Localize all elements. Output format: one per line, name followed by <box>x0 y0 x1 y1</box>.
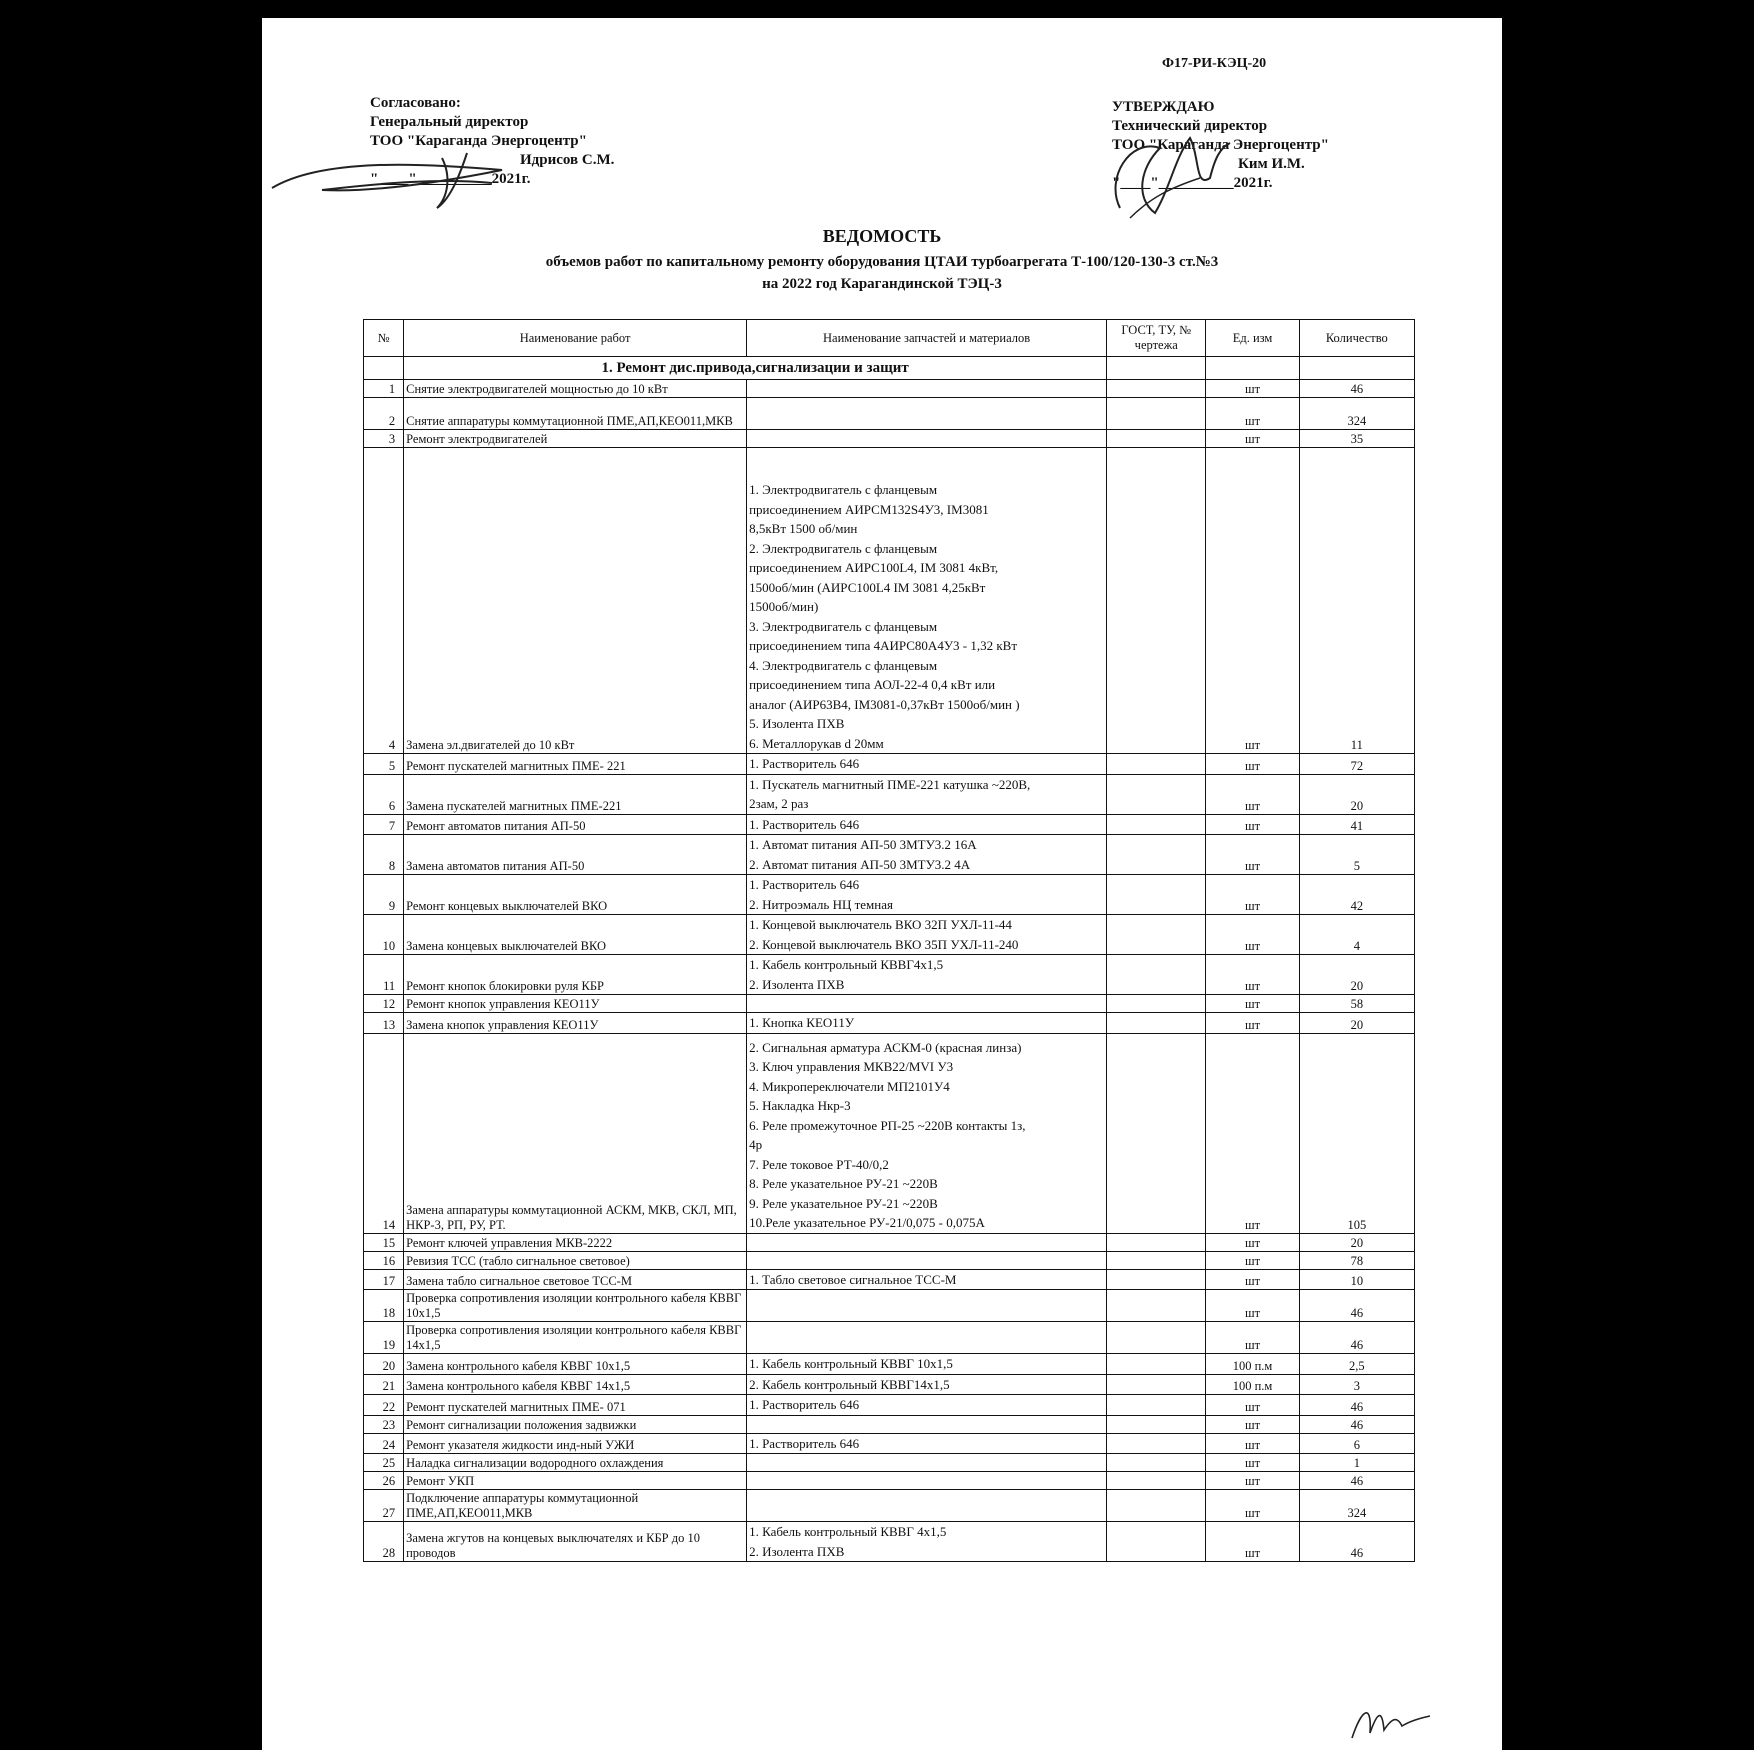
row-gost <box>1107 448 1206 754</box>
initials-signature <box>1342 1698 1432 1748</box>
material-line: 1. Концевой выключатель ВКО 32П УХЛ-11-44 <box>749 917 1012 932</box>
row-number: 2 <box>364 398 404 430</box>
row-materials <box>747 1472 1107 1490</box>
row-unit: шт <box>1206 1490 1299 1522</box>
row-unit: шт <box>1206 835 1299 875</box>
row-number: 24 <box>364 1433 404 1454</box>
row-unit: шт <box>1206 814 1299 835</box>
row-work-name: Ремонт сигнализации положения задвижки <box>404 1415 747 1433</box>
row-materials <box>747 1490 1107 1522</box>
row-number: 12 <box>364 995 404 1013</box>
row-work-name: Наладка сигнализации водородного охлаждения <box>404 1454 747 1472</box>
row-unit: шт <box>1206 1013 1299 1034</box>
material-line: 3. Ключ управления МКВ22/MVI У3 <box>749 1059 954 1074</box>
row-work-name: Ремонт кнопок блокировки руля КБР <box>404 955 747 995</box>
row-unit: шт <box>1206 1522 1299 1562</box>
row-gost <box>1107 915 1206 955</box>
row-quantity: 78 <box>1299 1251 1414 1269</box>
row-materials <box>747 995 1107 1013</box>
material-line: 2. Электродвигатель с фланцевым <box>749 540 938 556</box>
table-row <box>364 1013 1415 1034</box>
row-quantity: 58 <box>1299 995 1414 1013</box>
row-materials <box>747 915 1107 955</box>
table-row <box>364 1033 1415 1233</box>
row-unit: шт <box>1206 430 1299 448</box>
row-unit: 100 п.м <box>1206 1354 1299 1375</box>
row-quantity: 10 <box>1299 1269 1414 1290</box>
material-line: 10.Реле указательное РУ-21/0,075 - 0,075А <box>749 1215 985 1230</box>
material-line: 6. Реле промежуточное РП-25 ~220В контакты 1з, <box>749 1117 1026 1133</box>
table-row <box>364 754 1415 775</box>
material-line: 1. Кабель контрольный КВВГ 10х1,5 <box>749 1356 953 1371</box>
row-number: 25 <box>364 1454 404 1472</box>
table-row <box>364 448 1415 754</box>
row-quantity: 35 <box>1299 430 1414 448</box>
row-quantity: 324 <box>1299 1490 1414 1522</box>
table-row <box>364 1472 1415 1490</box>
approval-left-signatory: Идрисов С.М. <box>520 152 615 168</box>
row-quantity: 1 <box>1299 1454 1414 1472</box>
table-row <box>364 1374 1415 1395</box>
row-quantity: 2,5 <box>1299 1354 1414 1375</box>
row-materials <box>747 875 1107 915</box>
row-unit: шт <box>1206 380 1299 398</box>
row-gost <box>1107 398 1206 430</box>
row-quantity: 20 <box>1299 955 1414 995</box>
row-work-name: Ремонт электродвигателей <box>404 430 747 448</box>
material-line: 1. Кабель контрольный КВВГ4х1,5 <box>749 957 944 972</box>
row-materials <box>747 448 1107 754</box>
row-materials <box>747 814 1107 835</box>
row-quantity: 11 <box>1299 448 1414 754</box>
row-quantity: 20 <box>1299 774 1414 814</box>
row-number: 14 <box>364 1033 404 1233</box>
row-quantity: 20 <box>1299 1233 1414 1251</box>
row-gost <box>1107 1395 1206 1416</box>
material-line: 1500об/мин (АИРС100L4 IM 3081 4,25кВт <box>749 579 986 595</box>
row-materials <box>747 1354 1107 1375</box>
row-materials <box>747 754 1107 775</box>
row-quantity: 4 <box>1299 915 1414 955</box>
row-quantity: 46 <box>1299 1472 1414 1490</box>
table-row <box>364 1354 1415 1375</box>
works-table <box>363 319 1415 1562</box>
row-work-name: Снятие электродвигателей мощностью до 10 кВт <box>404 380 747 398</box>
row-gost <box>1107 1233 1206 1251</box>
row-work-name: Замена кнопок управления КЕО11У <box>404 1013 747 1034</box>
row-gost <box>1107 875 1206 915</box>
table-row <box>364 1322 1415 1354</box>
row-work-name: Ремонт пускателей магнитных ПМЕ- 071 <box>404 1395 747 1416</box>
approval-right-date: "____"__________2021г. <box>1112 175 1273 191</box>
table-row <box>364 398 1415 430</box>
material-line: 1. Кнопка КЕО11У <box>749 1015 855 1030</box>
row-number: 17 <box>364 1269 404 1290</box>
row-materials <box>747 1454 1107 1472</box>
row-work-name: Проверка сопротивления изоляции контрольного кабеля КВВГ 10х1,5 <box>404 1290 747 1322</box>
row-number: 10 <box>364 915 404 955</box>
row-gost <box>1107 1290 1206 1322</box>
row-number: 26 <box>364 1472 404 1490</box>
document-subtitle-year: на 2022 год Карагандинской ТЭЦ-3 <box>762 276 1002 292</box>
material-line: 5. Накладка Нкр-3 <box>749 1098 851 1113</box>
row-work-name: Ремонт указателя жидкости инд-ный УЖИ <box>404 1433 747 1454</box>
row-gost <box>1107 1251 1206 1269</box>
row-quantity: 46 <box>1299 1322 1414 1354</box>
table-row <box>364 1454 1415 1472</box>
row-gost <box>1107 380 1206 398</box>
row-gost <box>1107 1454 1206 1472</box>
material-line: присоединением типа АОЛ-22-4 0,4 кВт или <box>749 677 996 692</box>
material-line: 6. Металлорукав d 20мм <box>749 735 884 751</box>
row-unit: шт <box>1206 448 1299 754</box>
material-line: 1. Кабель контрольный КВВГ 4х1,5 <box>749 1524 947 1539</box>
row-work-name: Проверка сопротивления изоляции контрольного кабеля КВВГ 14х1,5 <box>404 1322 747 1354</box>
row-materials <box>747 1233 1107 1251</box>
row-unit: шт <box>1206 915 1299 955</box>
row-materials <box>747 835 1107 875</box>
row-materials <box>747 430 1107 448</box>
table-row <box>364 430 1415 448</box>
material-line: присоединением АИРСМ132S4У3, IM3081 <box>749 501 989 517</box>
header-number: № <box>364 320 404 357</box>
table-row <box>364 875 1415 915</box>
row-unit: шт <box>1206 875 1299 915</box>
approval-left-line: Генеральный директор <box>370 114 529 130</box>
row-materials <box>747 1395 1107 1416</box>
row-number: 9 <box>364 875 404 915</box>
row-work-name: Замена автоматов питания АП-50 <box>404 835 747 875</box>
row-gost <box>1107 1322 1206 1354</box>
row-unit: шт <box>1206 1269 1299 1290</box>
row-unit: шт <box>1206 1395 1299 1416</box>
row-gost <box>1107 1415 1206 1433</box>
header-work: Наименование работ <box>404 320 747 357</box>
row-number: 7 <box>364 814 404 835</box>
row-work-name: Ремонт ключей управления МКВ-2222 <box>404 1233 747 1251</box>
row-number: 18 <box>364 1290 404 1322</box>
row-work-name: Ремонт кнопок управления КЕО11У <box>404 995 747 1013</box>
row-work-name: Замена контрольного кабеля КВВГ 10х1,5 <box>404 1354 747 1375</box>
material-line: 1. Растворитель 646 <box>749 877 860 892</box>
row-number: 3 <box>364 430 404 448</box>
material-line: 1. Растворитель 646 <box>749 1397 860 1412</box>
row-quantity: 46 <box>1299 1415 1414 1433</box>
row-gost <box>1107 1472 1206 1490</box>
table-row <box>364 814 1415 835</box>
document-page <box>262 18 1502 1750</box>
row-work-name: Ремонт УКП <box>404 1472 747 1490</box>
row-quantity: 105 <box>1299 1033 1414 1233</box>
material-line: 2зам, 2 раз <box>749 796 809 811</box>
material-line: 1. Растворитель 646 <box>749 756 860 771</box>
header-unit: Ед. изм <box>1206 320 1299 357</box>
section-title: 1. Ремонт дис.привода,сигнализации и защит <box>404 357 1107 380</box>
row-unit: шт <box>1206 774 1299 814</box>
material-line: 8,5кВт 1500 об/мин <box>749 521 858 536</box>
table-row <box>364 380 1415 398</box>
material-line: 1. Растворитель 646 <box>749 816 860 832</box>
material-line: аналог (АИР63В4, IM3081-0,37кВт 1500об/мин ) <box>749 696 1020 712</box>
header-gost: ГОСТ, ТУ, № чертежа <box>1107 320 1206 357</box>
row-materials <box>747 1290 1107 1322</box>
row-number: 21 <box>364 1374 404 1395</box>
material-line: 1. Табло световое сигнальное ТСС-М <box>749 1271 957 1287</box>
material-line: 2. Сигнальная арматура АСКМ-0 (красная линза) <box>749 1039 1022 1055</box>
row-quantity: 46 <box>1299 380 1414 398</box>
row-gost <box>1107 835 1206 875</box>
row-number: 5 <box>364 754 404 775</box>
approval-right-line: УТВЕРЖДАЮ <box>1112 99 1215 115</box>
row-quantity: 42 <box>1299 875 1414 915</box>
table-row <box>364 1433 1415 1454</box>
row-quantity: 324 <box>1299 398 1414 430</box>
row-gost <box>1107 1033 1206 1233</box>
row-gost <box>1107 814 1206 835</box>
material-line: 1. Автомат питания АП-50 3МТУ3.2 16А <box>749 837 977 852</box>
row-unit: шт <box>1206 398 1299 430</box>
table-row <box>364 1233 1415 1251</box>
row-work-name: Замена эл.двигателей до 10 кВт <box>404 448 747 754</box>
row-number: 15 <box>364 1233 404 1251</box>
table-row <box>364 955 1415 995</box>
row-materials <box>747 955 1107 995</box>
row-number: 20 <box>364 1354 404 1375</box>
row-materials <box>747 774 1107 814</box>
material-line: 4р <box>749 1137 763 1152</box>
section-row <box>364 357 1415 380</box>
material-line: 8. Реле указательное РУ-21 ~220В <box>749 1176 938 1191</box>
row-number: 6 <box>364 774 404 814</box>
row-unit: шт <box>1206 1454 1299 1472</box>
row-unit: шт <box>1206 955 1299 995</box>
table-row <box>364 1269 1415 1290</box>
material-line: 2. Изолента ПХВ <box>749 976 845 992</box>
material-line: 4. Микропереключатели МП2101У4 <box>749 1078 950 1094</box>
table-row <box>364 835 1415 875</box>
row-number: 4 <box>364 448 404 754</box>
row-unit: шт <box>1206 1033 1299 1233</box>
material-line: 1. Пускатель магнитный ПМЕ-221 катушка ~220В, <box>749 776 1031 792</box>
row-gost <box>1107 430 1206 448</box>
row-unit: шт <box>1206 1251 1299 1269</box>
row-gost <box>1107 1354 1206 1375</box>
row-quantity: 6 <box>1299 1433 1414 1454</box>
table-row <box>364 1415 1415 1433</box>
row-number: 27 <box>364 1490 404 1522</box>
approval-right-signatory: Ким И.М. <box>1238 156 1305 172</box>
row-materials <box>747 1013 1107 1034</box>
row-work-name: Замена пускателей магнитных ПМЕ-221 <box>404 774 747 814</box>
row-work-name: Ревизия ТСС (табло сигнальное световое) <box>404 1251 747 1269</box>
table-header-row <box>364 320 1415 357</box>
material-line: 9. Реле указательное РУ-21 ~220В <box>749 1195 938 1211</box>
row-unit: 100 п.м <box>1206 1374 1299 1395</box>
row-number: 16 <box>364 1251 404 1269</box>
approval-left-line: ТОО "Караганда Энергоцентр" <box>370 133 587 149</box>
row-materials <box>747 1522 1107 1562</box>
row-materials <box>747 1415 1107 1433</box>
row-number: 22 <box>364 1395 404 1416</box>
table-row <box>364 1395 1415 1416</box>
table-row <box>364 1251 1415 1269</box>
row-materials <box>747 1251 1107 1269</box>
row-work-name: Замена контрольного кабеля КВВГ 14х1,5 <box>404 1374 747 1395</box>
row-work-name: Замена концевых выключателей ВКО <box>404 915 747 955</box>
row-unit: шт <box>1206 754 1299 775</box>
row-number: 13 <box>364 1013 404 1034</box>
row-gost <box>1107 955 1206 995</box>
row-gost <box>1107 754 1206 775</box>
row-gost <box>1107 1490 1206 1522</box>
material-line: присоединением типа 4АИРС80А4У3 - 1,32 кВт <box>749 638 1018 653</box>
row-work-name: Подключение аппаратуры коммутационной ПМЕ,АП,КЕО011,МКВ <box>404 1490 747 1522</box>
approval-left-date: "____"__________2021г. <box>370 171 531 187</box>
approval-right-line: ТОО "Караганда Энергоцентр" <box>1112 137 1329 153</box>
table-row <box>364 1490 1415 1522</box>
table-row <box>364 915 1415 955</box>
row-gost <box>1107 1013 1206 1034</box>
row-quantity: 46 <box>1299 1395 1414 1416</box>
row-unit: шт <box>1206 1415 1299 1433</box>
header-materials: Наименование запчастей и материалов <box>747 320 1107 357</box>
table-row <box>364 1290 1415 1322</box>
row-gost <box>1107 1269 1206 1290</box>
row-work-name: Замена жгутов на концевых выключателях и КБР до 10 проводов <box>404 1522 747 1562</box>
row-materials <box>747 1033 1107 1233</box>
row-materials <box>747 398 1107 430</box>
material-line: 2. Нитроэмаль НЦ темная <box>749 896 893 912</box>
row-unit: шт <box>1206 1472 1299 1490</box>
material-line: присоединением АИРС100L4, IM 3081 4кВт, <box>749 560 999 575</box>
row-unit: шт <box>1206 1322 1299 1354</box>
row-gost <box>1107 995 1206 1013</box>
table-row <box>364 995 1415 1013</box>
document-code: Ф17-РИ-КЭЦ-20 <box>1162 56 1267 71</box>
table-row <box>364 774 1415 814</box>
row-unit: шт <box>1206 995 1299 1013</box>
row-quantity: 5 <box>1299 835 1414 875</box>
material-line: 2. Изолента ПХВ <box>749 1543 845 1559</box>
row-work-name: Ремонт пускателей магнитных ПМЕ- 221 <box>404 754 747 775</box>
row-quantity: 41 <box>1299 814 1414 835</box>
row-quantity: 72 <box>1299 754 1414 775</box>
row-materials <box>747 1433 1107 1454</box>
material-line: 1. Электродвигатель с фланцевым <box>749 482 938 497</box>
row-quantity: 46 <box>1299 1290 1414 1322</box>
signature-right <box>1100 118 1240 228</box>
signature-left <box>262 138 562 218</box>
material-line: 2. Автомат питания АП-50 3МТУ3.2 4А <box>749 856 971 872</box>
row-work-name: Ремонт автоматов питания АП-50 <box>404 814 747 835</box>
row-number: 8 <box>364 835 404 875</box>
row-number: 23 <box>364 1415 404 1433</box>
row-materials <box>747 1322 1107 1354</box>
material-line: 7. Реле токовое РТ-40/0,2 <box>749 1156 889 1172</box>
row-number: 19 <box>364 1322 404 1354</box>
row-work-name: Замена аппаратуры коммутационной АСКМ, МКВ, СКЛ, МП, НКР-3, РП, РУ, РТ. <box>404 1033 747 1233</box>
row-unit: шт <box>1206 1433 1299 1454</box>
document-subtitle: объемов работ по капитальному ремонту оборудования ЦТАИ турбоагрегата Т-100/120-130-3 ст.№3 <box>545 254 1219 270</box>
row-work-name: Снятие аппаратуры коммутационной ПМЕ,АП,КЕО011,МКВ <box>404 398 747 430</box>
row-gost <box>1107 1433 1206 1454</box>
header-quantity: Количество <box>1299 320 1414 357</box>
row-quantity: 3 <box>1299 1374 1414 1395</box>
row-gost <box>1107 774 1206 814</box>
row-number: 28 <box>364 1522 404 1562</box>
row-number: 1 <box>364 380 404 398</box>
row-work-name: Замена табло сигнальное световое ТСС-М <box>404 1269 747 1290</box>
row-materials <box>747 1269 1107 1290</box>
row-number: 11 <box>364 955 404 995</box>
row-unit: шт <box>1206 1290 1299 1322</box>
row-gost <box>1107 1522 1206 1562</box>
row-quantity: 20 <box>1299 1013 1414 1034</box>
row-work-name: Ремонт концевых выключателей ВКО <box>404 875 747 915</box>
material-line: 5. Изолента ПХВ <box>749 716 845 731</box>
row-unit: шт <box>1206 1233 1299 1251</box>
row-quantity: 46 <box>1299 1522 1414 1562</box>
material-line: 1. Растворитель 646 <box>749 1435 860 1451</box>
table-row <box>364 1522 1415 1562</box>
material-line: 4. Электродвигатель с фланцевым <box>749 657 938 673</box>
material-line: 2. Кабель контрольный КВВГ14х1,5 <box>749 1376 950 1392</box>
material-line: 2. Концевой выключатель ВКО 35П УХЛ-11-240 <box>749 936 1019 952</box>
row-materials <box>747 380 1107 398</box>
row-materials <box>747 1374 1107 1395</box>
document-title: ВЕДОМОСТЬ <box>822 226 942 246</box>
approval-right-line: Технический директор <box>1112 118 1268 134</box>
row-gost <box>1107 1374 1206 1395</box>
approval-left-line: Согласовано: <box>370 95 461 111</box>
material-line: 3. Электродвигатель с фланцевым <box>749 618 938 634</box>
material-line: 1500об/мин) <box>749 599 819 614</box>
